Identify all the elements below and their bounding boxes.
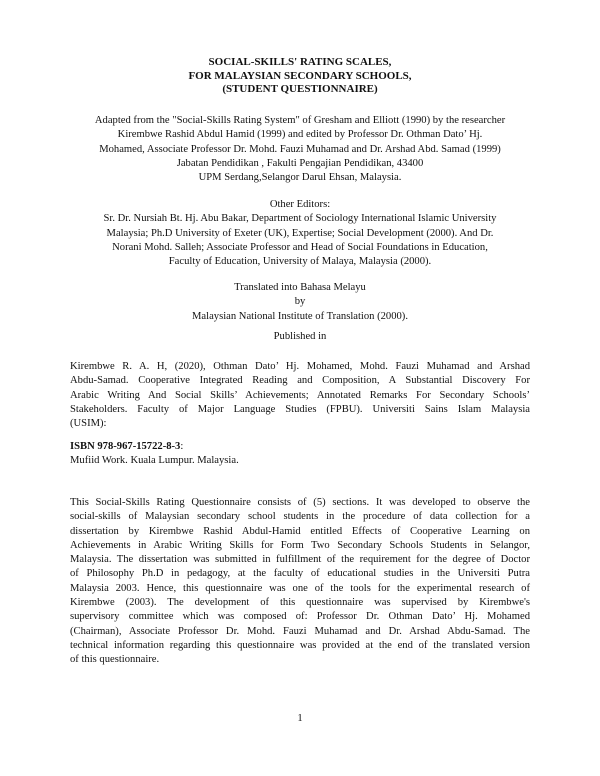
text-line: (USIM): (70, 418, 107, 430)
text-line: of Philosophy Ph.D in pedagogy, at the faculty of educational studies in the Universiti Putra (70, 568, 530, 580)
published-in-label: Published in (273, 331, 327, 342)
text-line: This Social-Skills Rating Questionnaire consists of (5) sections. It was developed to observe the (70, 497, 530, 508)
title-line-1: SOCIAL-SKILLS' RATING SCALES, (208, 56, 392, 68)
text-line: technical information regarding this questionnaire was provided at the end of the translated version (70, 639, 530, 651)
text-line: by (294, 296, 306, 308)
text-line: Abdu-Samad. Cooperative Integrated Reading and Composition, A Substantial Discovery For (70, 375, 530, 387)
text-line: Malaysia; Ph.D University of Exeter (UK), Expertise; Social Development (2000). And Dr. (106, 227, 494, 239)
text-line: Achievements in Arabic Writing Skills for Form Two Secondary Schools Students in Selangor, (70, 539, 530, 551)
text-line: Arabic Writing And Social Skills’ Achievements; Annotated Remarks For Secondary Schools’ (70, 389, 530, 401)
title-line-2: FOR MALAYSIAN SECONDARY SCHOOLS, (188, 69, 412, 82)
text-line: Malaysia 2003. Hence, this questionnaire was one of the tools for the experimental research of (70, 582, 530, 594)
text-line: social-skills of Malaysian secondary school students in the procedure of data collection for a (70, 511, 530, 523)
title-line-3: (STUDENT QUESTIONNAIRE) (222, 83, 378, 95)
text-line: Kirembwe (2003). The development of this questionnaire was supervised by Kirembwe's (70, 597, 530, 609)
text-line: dissertation by Kirembwe Rashid Abdul-Hamid entitled Effects of Cooperative Learning on (70, 525, 530, 537)
text-line: Other Editors: (269, 199, 331, 210)
text-line: Sr. Dr. Nursiah Bt. Hj. Abu Bakar, Department of Sociology International Islamic University (103, 213, 497, 225)
text-line: Adapted from the "Social-Skills Rating System" of Gresham and Elliott (1990) by the researcher (94, 115, 506, 126)
text-line: Mohamed, Associate Professor Dr. Mohd. Fauzi Muhamad and Dr. Arshad Abd. Samad (1999) (99, 143, 501, 155)
text-line: Jabatan Pendidikan , Fakulti Pengajian Pendidikan, 43400 (176, 157, 424, 169)
text-line: Norani Mohd. Salleh; Associate Professor and Head of Social Foundations in Education, (112, 241, 488, 253)
text-line: Translated into Bahasa Melayu (234, 282, 366, 293)
text-line: Malaysian National Institute of Translation (2000). (192, 310, 408, 322)
text-line: (Chairman), Associate Professor Dr. Mohd. Fauzi Muhamad and Dr. Arshad Abdu-Samad. The (70, 625, 530, 637)
adapted-from-paragraph (70, 114, 530, 185)
isbn-number: ISBN 978-967-15722-8-3 (70, 441, 181, 452)
citation-paragraph (70, 360, 530, 431)
text-line: Faculty of Education, University of Malaya, Malaysia (2000). (168, 256, 432, 268)
text-line: of this questionnaire. (70, 654, 160, 666)
document-title (70, 56, 530, 97)
page-number: 1 (297, 713, 303, 724)
description-paragraph (70, 496, 530, 668)
publisher-line: Mufiid Work. Kuala Lumpur. Malaysia. (70, 455, 239, 467)
text-line: UPM Serdang,Selangor Darul Ehsan, Malaysia. (198, 172, 402, 184)
text-line: supervisory committee which was composed of: Professor Dr. Othman Dato’ Hj. Mohamed (70, 611, 530, 623)
other-editors-paragraph (70, 198, 530, 269)
translated-paragraph (70, 281, 530, 324)
text-line: Stakeholders. Faculty of Major Language Studies (FPBU). Universiti Sains Islam Malaysia (70, 403, 530, 415)
isbn-block (70, 440, 239, 469)
text-line: Malaysia. The dissertation was submitted in fulfillment of the requirement for the degree of Doctor (70, 554, 530, 566)
text-line: Kirembwe Rashid Abdul Hamid (1999) and edited by Professor Dr. Othman Dato’ Hj. (117, 129, 483, 141)
text-line: Kirembwe R. A. H, (2020), Othman Dato’ Hj. Mohamed, Mohd. Fauzi Muhamad and Arshad (70, 361, 530, 372)
isbn-line: ISBN 978-967-15722-8-3: (70, 441, 184, 452)
